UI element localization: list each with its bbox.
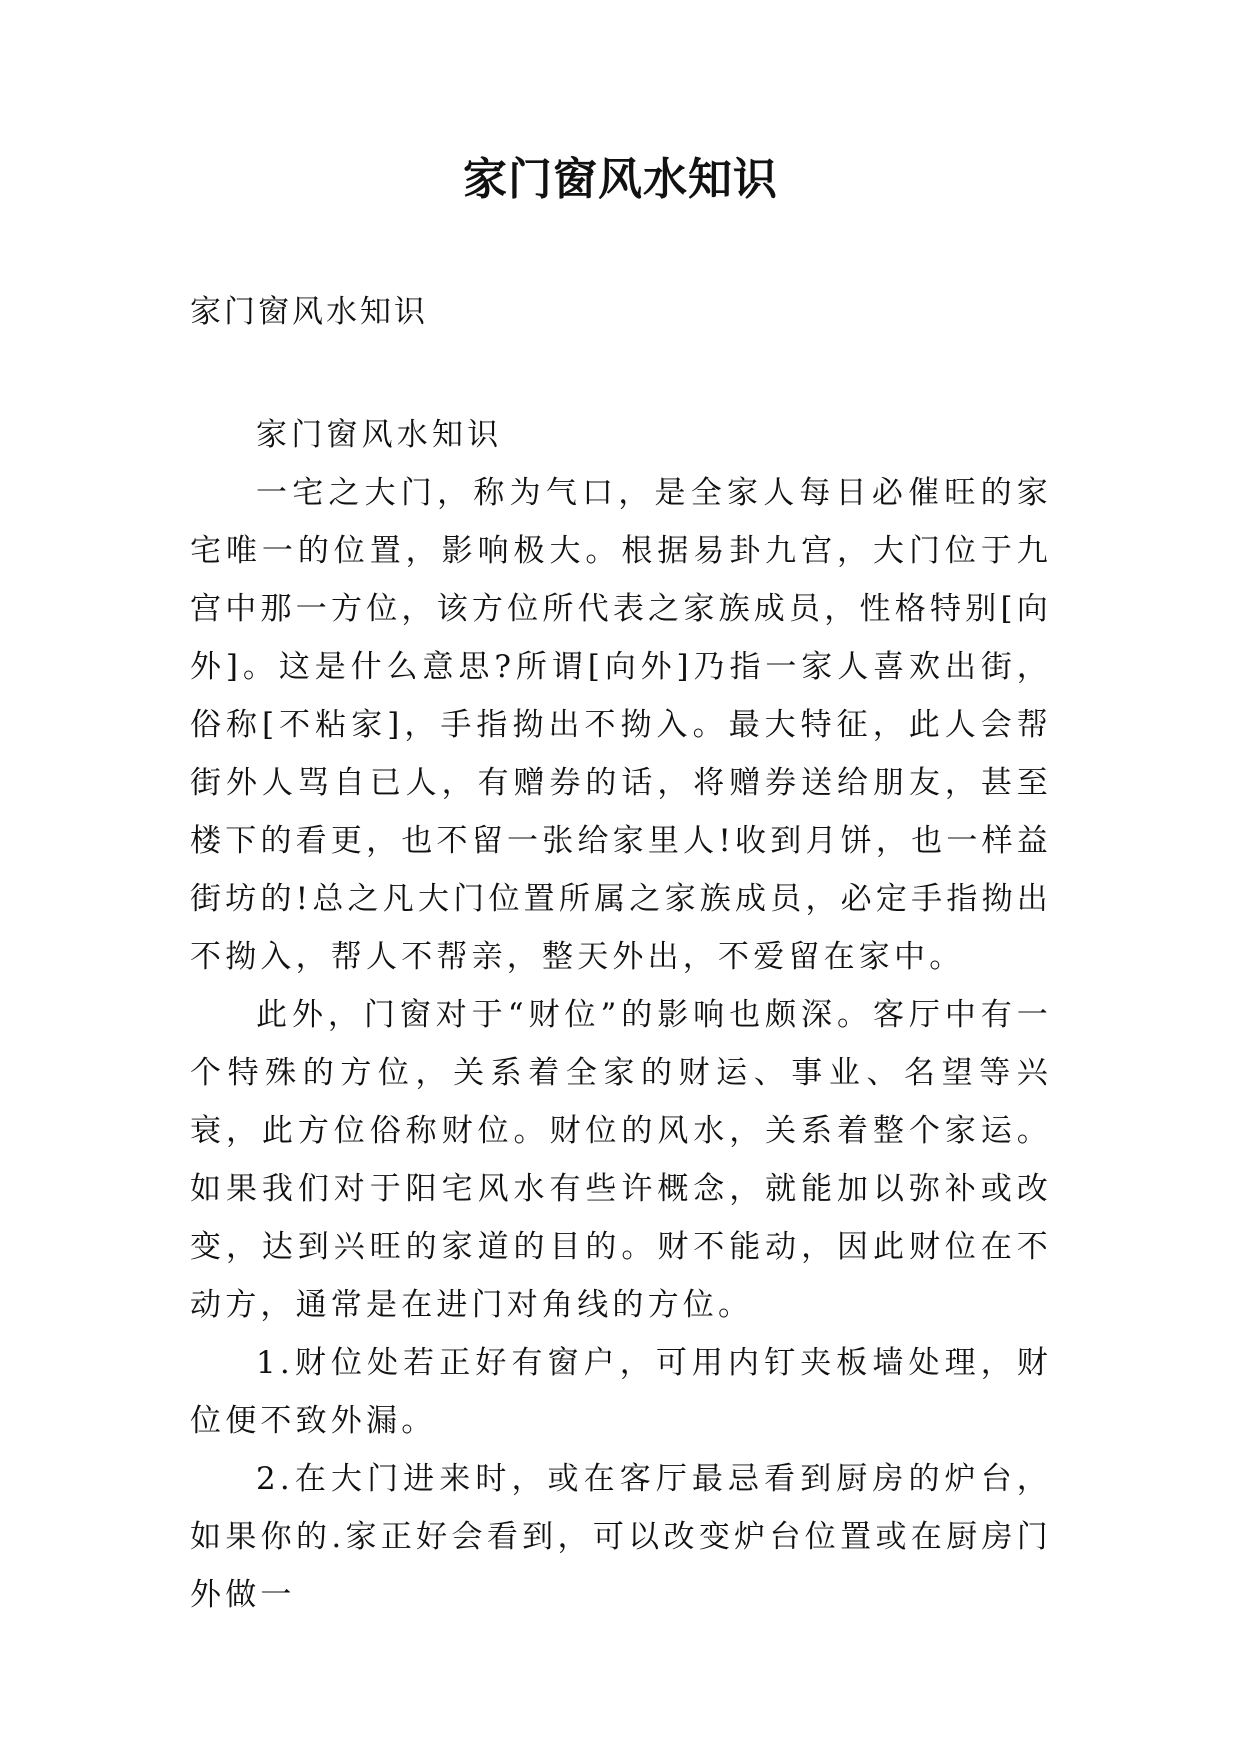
document-subtitle: 家门窗风水知识 (190, 294, 428, 330)
document-title: 家门窗风水知识 (463, 154, 778, 205)
paragraph-heading: 家门窗风水知识 (256, 417, 503, 453)
document-body (190, 406, 1052, 1624)
paragraph: 1.财位处若正好有窗户，可用内钉夹板墙处理，财位便不致外漏。 (190, 1345, 1052, 1439)
paragraph: 2.在大门进来时，或在客厅最忌看到厨房的炉台，如果你的.家正好会看到，可以改变炉台位置或在厨房门外做一 (190, 1461, 1052, 1613)
paragraph: 此外，门窗对于“财位”的影响也颇深。客厅中有一个特殊的方位，关系着全家的财运、事业、名望等兴衰，此方位俗称财位。财位的风水，关系着整个家运。如果我们对于阳宅风水有些许概念，就能加以弥补或改变，达到兴旺的家道的目的。财不能动，因此财位在不动方，通常是在进门对角线的方位。 (190, 997, 1052, 1323)
paragraph: 一宅之大门，称为气口，是全家人每日必催旺的家宅唯一的位置，影响极大。根据易卦九宫，大门位于九宫中那一方位，该方位所代表之家族成员，性格特别[向外]。这是什么意思?所谓[向外]乃指一家人喜欢出街，俗称[不粘家]，手指拗出不拗入。最大特征，此人会帮街外人骂自已人，有赠券的话，将赠券送给朋友，甚至楼下的看更，也不留一张给家里人!收到月饼，也一样益街坊的!总之凡大门位置所属之家族成员，必定手指拗出不拗入，帮人不帮亲，整天外出，不爱留在家中。 (190, 475, 1052, 975)
